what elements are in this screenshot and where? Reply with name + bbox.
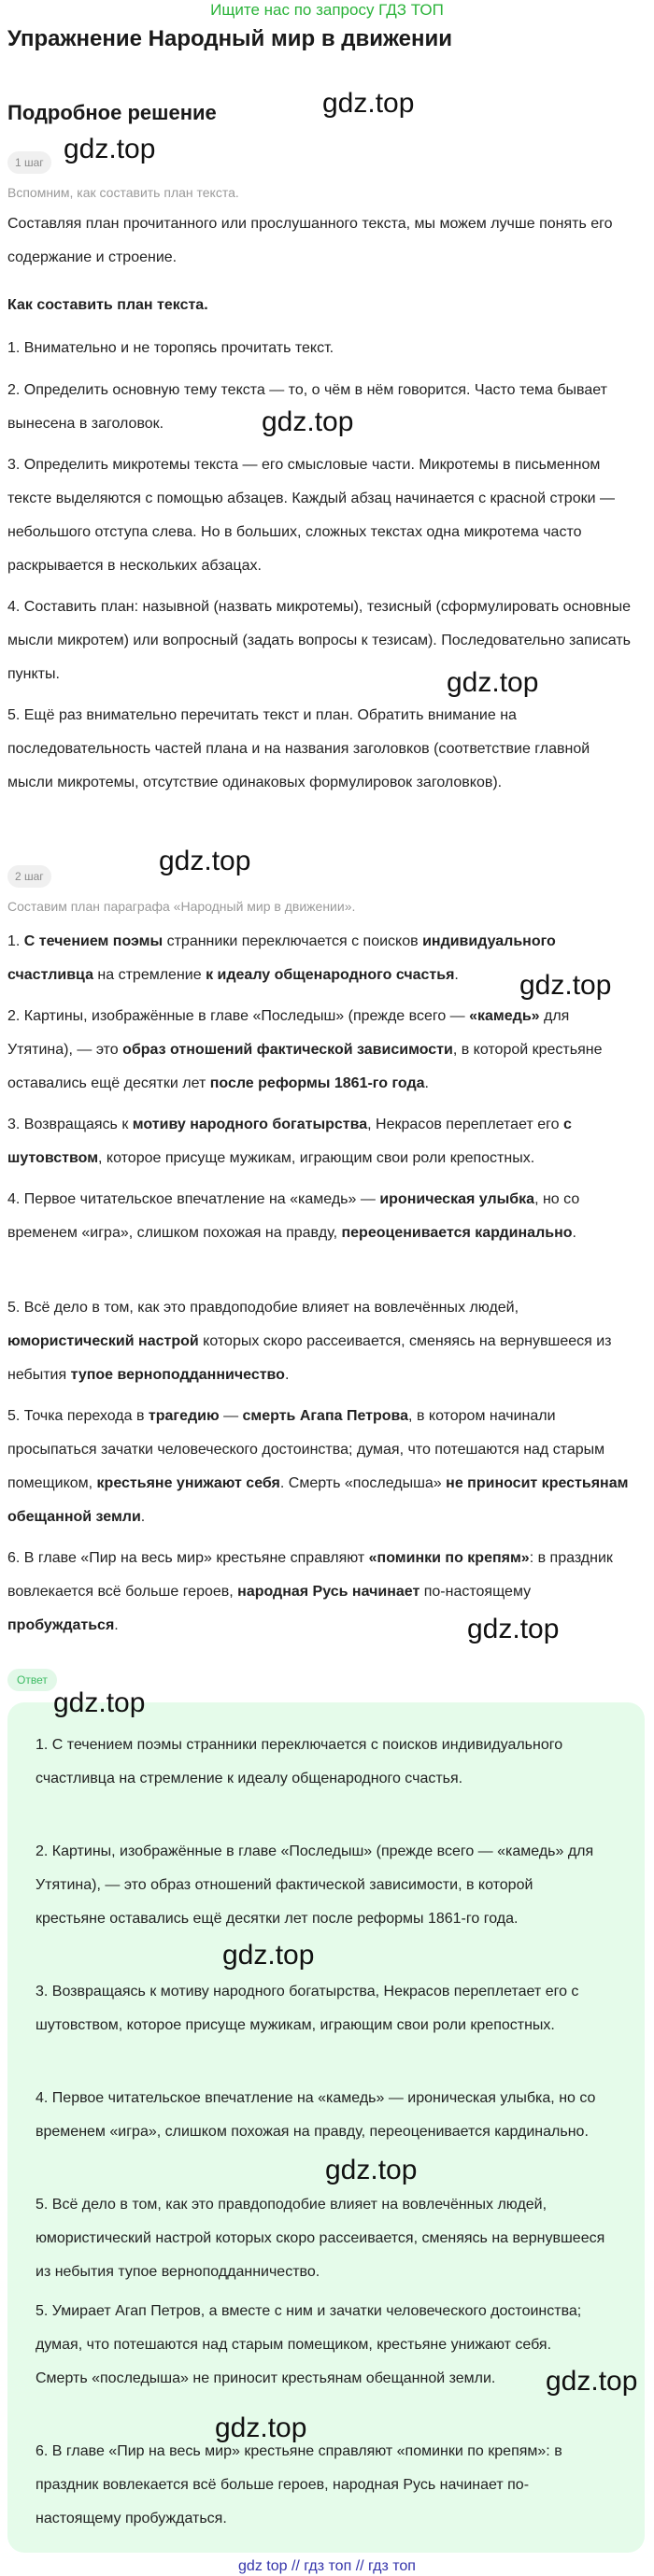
answer-item: 1. С течением поэмы странники переключается с поисков индивидуального счастливца на стремление к идеалу общенародного счастья. — [36, 1737, 563, 1786]
answer-item: 5. Умирает Агап Петров, а вместе с ним и зачатки человеческого достоинства; думая, что потешаются над старым помещиком, крестьяне унижают себя. Смерть «последыша» не приносит крестьянам обещанной земли. — [36, 2303, 582, 2386]
list-item: 5. Ещё раз внимательно перечитать текст и план. Обратить внимание на последовательность частей плана и на названия заголовков (соответствие главной мысли микротемы, отсутствие одинаковых формулировок заголовков). — [7, 707, 590, 790]
answer-item: 6. В главе «Пир на весь мир» крестьяне справляют «поминки по крепям»: в праздник вовлекается всё больше героев, народная Русь начинает по-настоящему пробуждаться. — [36, 2443, 562, 2526]
step-badge-1: 1 шаг — [7, 151, 51, 174]
watermark: gdz.top — [325, 2155, 418, 2185]
list-item: 2. Определить основную тему текста — то, о чём в нём говорится. Часто тема бывает вынесена в заголовок. — [7, 382, 607, 432]
watermark: gdz.top — [447, 667, 539, 698]
answer-item: 3. Возвращаясь к мотиву народного богатырства, Некрасов переплетает его с шутовством, которое присуще мужикам, играющим свои роли крепостных. — [36, 1984, 579, 2033]
plan-item: 5. Точка перехода в трагедию — смерть Агапа Петрова, в котором начинали просыпаться зачатки человеческого достоинства; думая, что потешаются над старым помещиком, крестьяне унижают себя. Смерть «последыша» не приносит крестьянам обещанной земли. — [7, 1408, 629, 1525]
watermark: gdz.top — [53, 1687, 146, 1718]
footer-links[interactable]: gdz top // гдз топ // гдз топ — [238, 2558, 416, 2574]
watermark: gdz.top — [64, 134, 156, 164]
plan-item: 4. Первое читательское впечатление на «камедь» — ироническая улыбка, но со временем «игра», слишком похожая на правду, переоценивается кардинально. — [7, 1191, 580, 1241]
answer-item: 2. Картины, изображённые в главе «Последыш» (прежде всего — «камедь» для Утятина), — это образ отношений фактической зависимости, в которой крестьяне оставались ещё десятки лет после реформы 1861-го года. — [36, 1843, 594, 1927]
page-title: Упражнение Народный мир в движении — [7, 26, 453, 51]
plan-item: 6. В главе «Пир на весь мир» крестьяне справляют «поминки по крепям»: в праздник вовлекается всё больше героев, народная Русь начинает по-настоящему пробуждаться. — [7, 1550, 613, 1633]
paragraph: Составляя план прочитанного или прослушанного текста, мы можем лучше понять его содержание и строение. — [7, 216, 613, 265]
step-badge-2: 2 шаг — [7, 865, 51, 888]
plan-item: 1. С течением поэмы странники переключается с поисков индивидуального счастливца на стремление к идеалу общенародного счастья. — [7, 933, 556, 983]
watermark: gdz.top — [467, 1614, 560, 1644]
step-intro-1: Вспомним, как составить план текста. — [7, 185, 239, 200]
watermark: gdz.top — [519, 970, 612, 1001]
plan-item: 5. Всё дело в том, как это правдоподобие влияет на вовлечённых людей, юмористический настрой которых скоро рассеивается, сменяясь на вернувшееся из небытия тупое верноподданничество. — [7, 1300, 612, 1383]
answer-item: 4. Первое читательское впечатление на «камедь» — ироническая улыбка, но со временем «игра», слишком похожая на правду, переоценивается кардинально. — [36, 2090, 596, 2140]
plan-item: 2. Картины, изображённые в главе «Последыш» (прежде всего — «камедь» для Утятина), — это образ отношений фактической зависимости, в которой крестьяне оставались ещё десятки лет после реформы 1861-го года. — [7, 1008, 603, 1091]
section-title: Подробное решение — [7, 101, 217, 124]
watermark: gdz.top — [159, 846, 251, 876]
watermark: gdz.top — [262, 406, 354, 437]
plan-item: 3. Возвращаясь к мотиву народного богатырства, Некрасов переплетает его с шутовством, которое присуще мужикам, играющим свои роли крепостных. — [7, 1117, 572, 1166]
watermark: gdz.top — [546, 2366, 638, 2397]
watermark: gdz.top — [215, 2412, 307, 2443]
step-intro-2: Составим план параграфа «Народный мир в движении». — [7, 899, 356, 914]
watermark: gdz.top — [322, 88, 415, 119]
answer-item: 5. Всё дело в том, как это правдоподобие влияет на вовлечённых людей, юмористический настрой которых скоро рассеивается, сменяясь на вернувшееся из небытия тупое верноподданничество. — [36, 2197, 605, 2280]
list-item: 3. Определить микротемы текста — его смысловые части. Микротемы в письменном тексте выделяются с помощью абзацев. Каждый абзац начинается с красной строки — небольшого отступа слева. Но в больших, сложных текстах одна микротема часто раскрывается в нескольких абзацах. — [7, 457, 615, 574]
watermark: gdz.top — [222, 1940, 315, 1971]
list-item: 1. Внимательно и не торопясь прочитать текст. — [7, 340, 334, 356]
plan-heading: Как составить план текста. — [7, 297, 208, 313]
answer-badge: Ответ — [7, 1669, 57, 1691]
answer-box — [7, 1702, 645, 2553]
list-item: 4. Составить план: назывной (назвать микротемы), тезисный (сформулировать основные мысли микротем) или вопросный (задать вопросы к тезисам). Последовательно записать пункты. — [7, 599, 632, 682]
top-banner[interactable]: Ищите нас по запросу ГДЗ ТОП — [210, 1, 444, 19]
